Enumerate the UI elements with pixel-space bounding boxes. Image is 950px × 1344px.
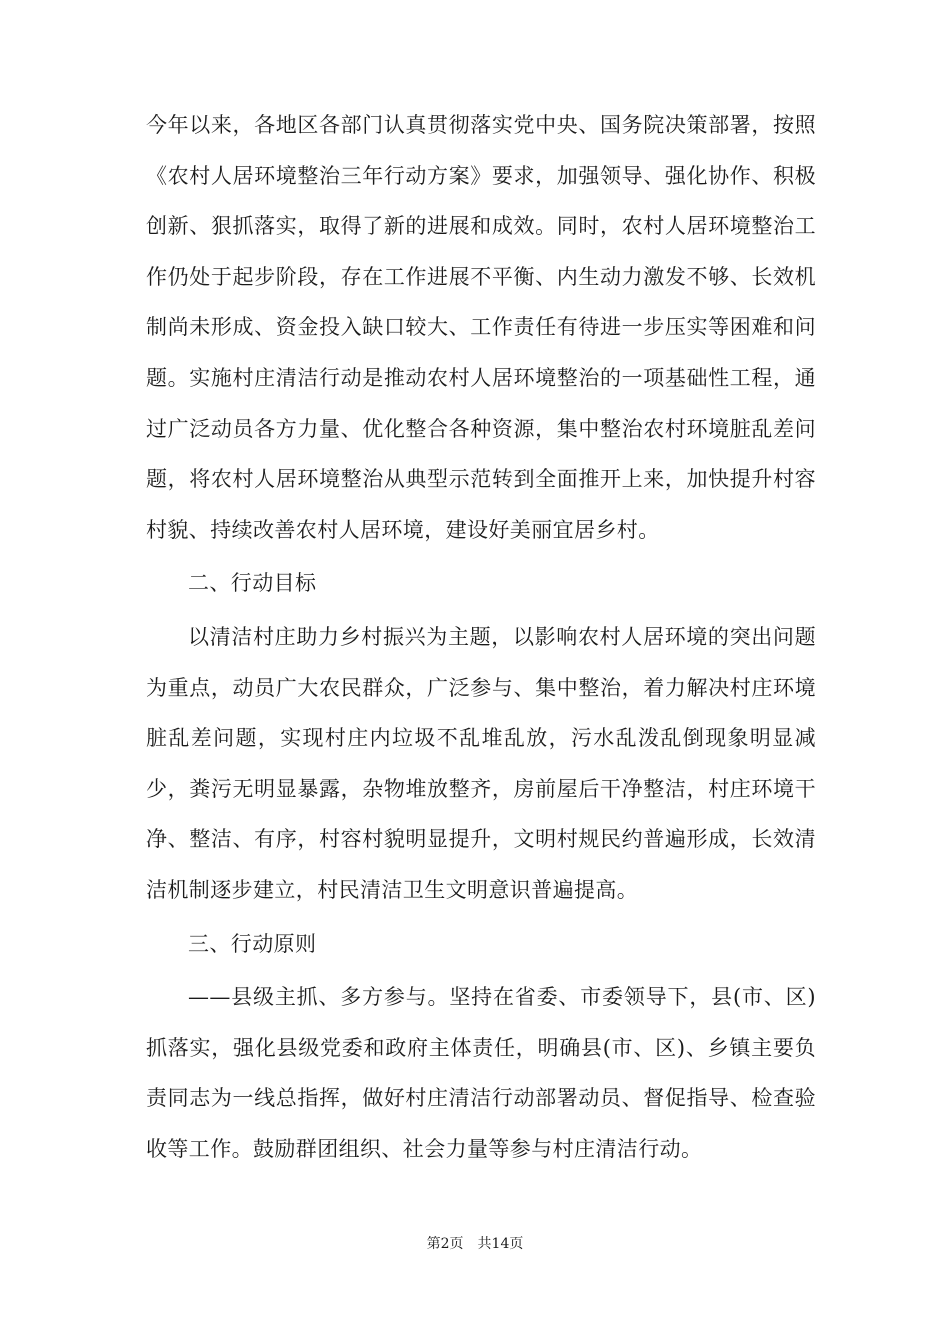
paragraph-goals: 以清洁村庄助力乡村振兴为主题，以影响农村人居环境的突出问题为重点，动员广大农民群众，广泛参与、集中整治，着力解决村庄环境脏乱差问题，实现村庄内垃圾不乱堆乱放，污水乱泼乱倒现象明显减少，粪污无明显暴露，杂物堆放整齐，房前屋后干净整洁，村庄环境干净、整洁、有序，村容村貌明显提升，文明村规民约普遍形成，长效清洁机制逐步建立，村民清洁卫生文明意识普遍提高。 (146, 624, 816, 902)
section-heading-goals: 二、行动目标 (188, 571, 317, 596)
document-body (146, 100, 816, 1174)
paragraph-principles: ——县级主抓、多方参与。坚持在省委、市委领导下，县(市、区)抓落实，强化县级党委和政府主体责任，明确县(市、区)、乡镇主要负责同志为一线总指挥，做好村庄清洁行动部署动员、督促指导、检查验收等工作。鼓励群团组织、社会力量等参与村庄清洁行动。 (146, 985, 816, 1161)
page-total: 共14页 (477, 1236, 524, 1252)
paragraph-intro: 今年以来，各地区各部门认真贯彻落实党中央、国务院决策部署，按照《农村人居环境整治三年行动方案》要求，加强领导、强化协作、积极创新、狠抓落实，取得了新的进展和成效。同时，农村人居环境整治工作仍处于起步阶段，存在工作进展不平衡、内生动力激发不够、长效机制尚未形成、资金投入缺口较大、工作责任有待进一步压实等困难和问题。实施村庄清洁行动是推动农村人居环境整治的一项基础性工程，通过广泛动员各方力量、优化整合各种资源，集中整治农村环境脏乱差问题，将农村人居环境整治从典型示范转到全面推开上来，加快提升村容村貌、持续改善农村人居环境，建设好美丽宜居乡村。 (146, 113, 816, 542)
section-heading-principles: 三、行动原则 (188, 931, 317, 956)
page-footer (0, 1233, 950, 1253)
page-number: 第2页 (426, 1236, 464, 1252)
